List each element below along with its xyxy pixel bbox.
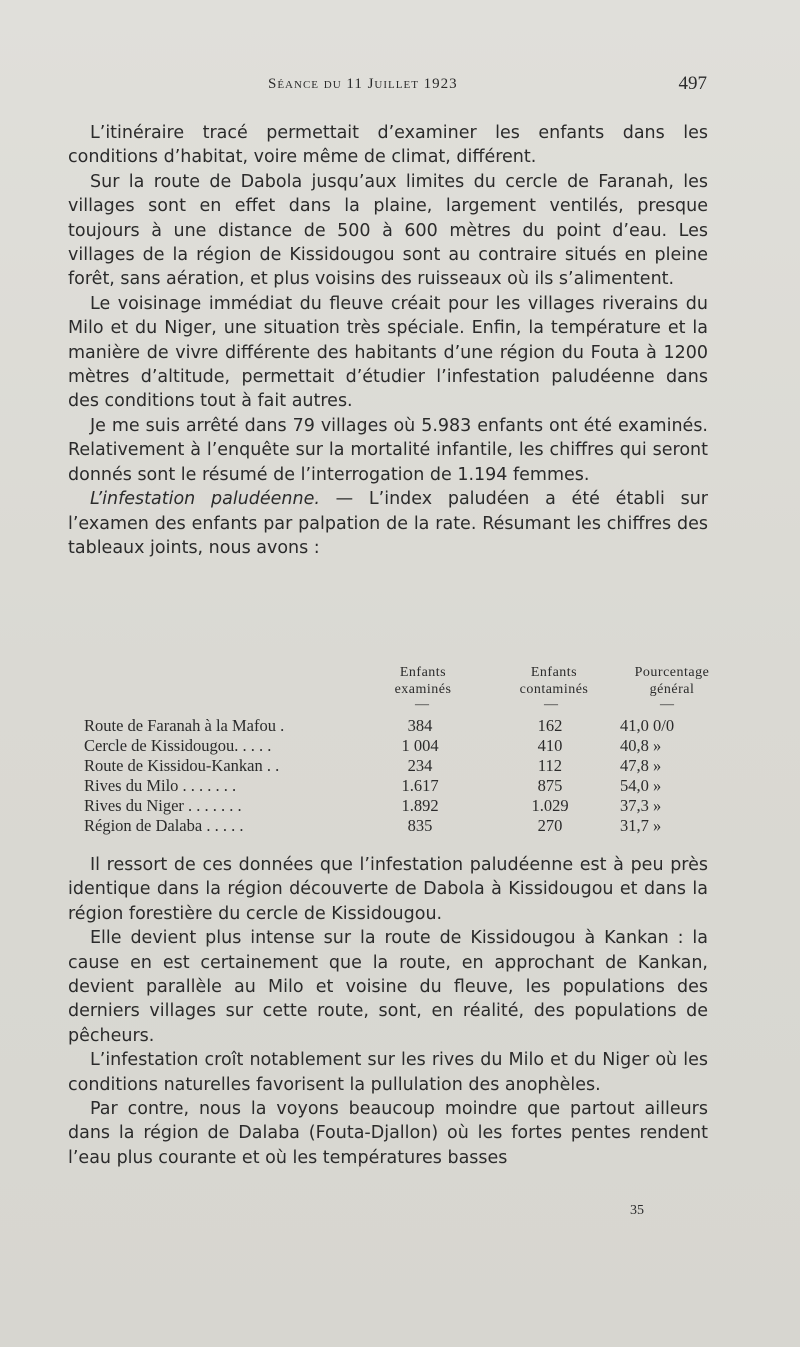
row-percent: 40,8 » <box>620 736 662 755</box>
header-line: général <box>649 682 695 697</box>
table-row <box>0 716 800 736</box>
paragraph: Il ressort de ces données que l’infestation paludéenne est à peu près identique dans la région découverte de Dabola à Kissidougou et dans la région forestière du cercle de Kissidougou. <box>68 855 708 924</box>
header-line: Enfants <box>530 665 578 680</box>
paragraph: Par contre, nous la voyons beaucoup moindre que partout ailleurs dans la région de Dalaba (Fouta-Djallon) où les fortes pentes rendent l’eau plus courante et où les températures basses <box>68 1099 708 1168</box>
header-dash: — <box>544 697 558 712</box>
running-head: Séance du 11 Juillet 1923 <box>268 76 458 92</box>
row-contaminated: 112 <box>537 756 563 775</box>
row-contaminated: 162 <box>537 716 563 735</box>
paragraph: Je me suis arrêté dans 79 villages où 5.983 enfants ont été examinés. Relativement à l’enquête sur la mortalité infantile, les chiffres qui seront donnés sont le résumé de l’interrogation de 1.194 femmes. <box>68 415 708 485</box>
table-row <box>0 756 800 776</box>
row-label: Région de Dalaba . . . . . <box>84 816 244 835</box>
signature-mark: 35 <box>630 1203 644 1218</box>
row-label: Cercle de Kissidougou. . . . . <box>84 736 272 755</box>
paragraph: L’infestation croît notablement sur les rives du Milo et du Niger où les conditions naturelles favorisent la pullulation des anophèles. <box>68 1050 708 1095</box>
row-label: Rives du Niger . . . . . . . <box>84 796 242 815</box>
section-text: — L’index paludéen a été établi sur l’examen des enfants par palpation de la rate. Résumant les chiffres des tableaux joints, nous avons : <box>68 489 708 558</box>
paragraph: L’itinéraire tracé permettait d’examiner les enfants dans les conditions d’habitat, voire même de climat, différent. <box>68 123 708 168</box>
row-label: Route de Kissidou-Kankan . . <box>84 756 280 775</box>
row-percent: 47,8 » <box>620 756 662 775</box>
body-text-bottom <box>68 853 708 1170</box>
header-line: Pourcentage <box>634 665 710 680</box>
row-percent: 41,0 0/0 <box>620 716 675 735</box>
row-examined: 234 <box>407 756 433 775</box>
row-contaminated: 1.029 <box>531 796 569 815</box>
row-examined: 1 004 <box>401 736 439 755</box>
section-heading: L’infestation paludéenne. <box>90 489 320 510</box>
row-contaminated: 875 <box>537 776 563 795</box>
table-row <box>0 736 800 756</box>
row-examined: 1.617 <box>401 776 439 795</box>
header-line: examinés <box>394 682 452 697</box>
header-dash: — <box>660 697 674 712</box>
page-number: 497 <box>678 73 707 94</box>
row-percent: 54,0 » <box>620 776 662 795</box>
paragraph: Elle devient plus intense sur la route de Kissidougou à Kankan : la cause en est certainement que la route, en approchant de Kankan, devient parallèle au Milo et voisine du fleuve, les populations des derniers villages sur cette route, sont, en réalité, des populations de pêcheurs. <box>68 928 708 1046</box>
paragraph-infestation <box>68 487 708 560</box>
row-percent: 37,3 » <box>620 796 662 815</box>
table-row <box>0 796 800 816</box>
row-contaminated: 270 <box>537 816 563 835</box>
page-header <box>0 73 800 100</box>
table-row <box>0 776 800 796</box>
row-label: Route de Faranah à la Mafou . <box>84 716 285 735</box>
row-label: Rives du Milo . . . . . . . <box>84 776 237 795</box>
header-line: Enfants <box>399 665 447 680</box>
row-examined: 835 <box>407 816 433 835</box>
header-line: contaminés <box>519 682 589 697</box>
column-header-examined <box>375 664 471 698</box>
row-percent: 31,7 » <box>620 816 662 835</box>
body-text-top <box>68 121 708 560</box>
paragraph: Le voisinage immédiat du fleuve créait pour les villages riverains du Milo et du Niger, une situation très spéciale. Enfin, la température et la manière de vivre différente des habitants d’une région du Fouta à 1200 mètres d’altitude, permettait d’étudier l’infestation paludéenne dans des conditions tout à fait autres. <box>68 293 708 412</box>
table-row <box>0 816 800 836</box>
row-examined: 1.892 <box>401 796 439 815</box>
column-header-contaminated <box>500 664 608 698</box>
header-dash: — <box>415 697 429 712</box>
paragraph: Sur la route de Dabola jusqu’aux limites du cercle de Faranah, les villages sont en effet dans la plaine, largement ventilés, presque toujours à une distance de 500 à 600 mètres du point d’eau. Les villages de la région de Kissidougou sont au contraire situés en pleine forêt, sans aération, et plus voisins des ruisseaux où ils s’alimentent. <box>68 171 708 290</box>
row-contaminated: 410 <box>537 736 563 755</box>
row-examined: 384 <box>407 716 433 735</box>
column-header-percent <box>612 664 732 698</box>
